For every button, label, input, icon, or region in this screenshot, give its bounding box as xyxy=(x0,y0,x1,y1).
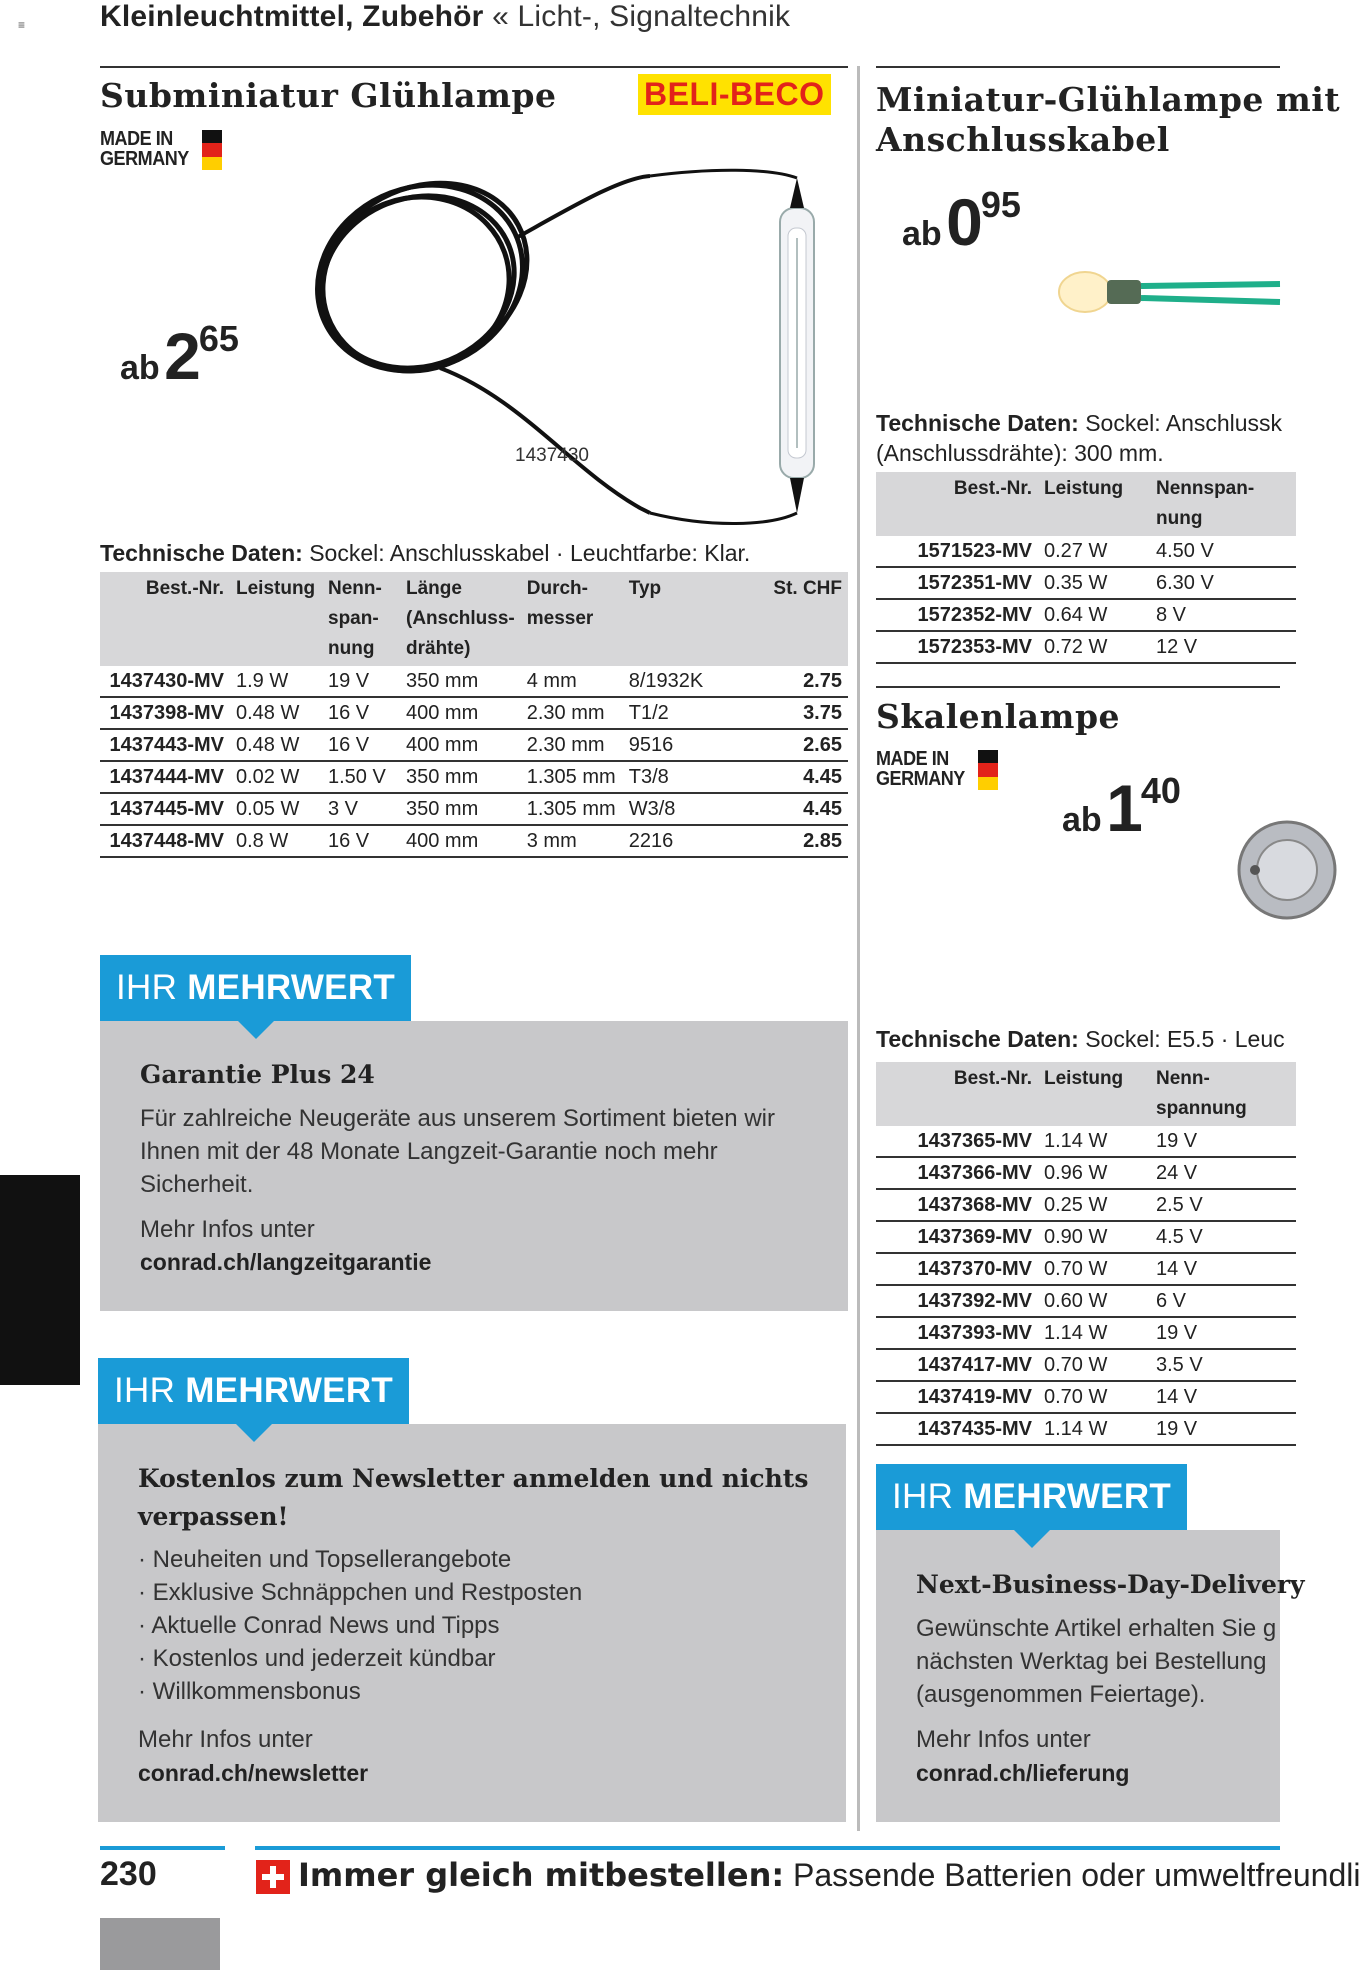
list-item: · Exklusive Schnäppchen und Restposten xyxy=(138,1579,583,1606)
price: ab 140 xyxy=(1062,770,1181,845)
mehrwert-more: Mehr Infos unter xyxy=(140,1216,315,1243)
list-item: · Willkommensbonus xyxy=(138,1678,361,1705)
table-row: 1572353-MV 0.72 W 12 V xyxy=(876,631,1296,663)
col-header: Leistung xyxy=(230,572,322,666)
price xyxy=(120,318,239,394)
col-header: Durch-messer xyxy=(521,572,623,666)
mehrwert-bullets xyxy=(138,1543,582,1708)
col-header: St. CHF xyxy=(745,572,848,666)
product-title: Skalenlampe xyxy=(876,697,1121,736)
image-label: 1437430 xyxy=(515,445,589,466)
table-row: 1437398-MV 0.48 W 16 V 400 mm 2.30 mm T1/2 3.75 xyxy=(100,697,848,729)
price-cents: 65 xyxy=(198,318,239,359)
section-rule xyxy=(876,66,1280,68)
table-row: 1437393-MV 1.14 W 19 V xyxy=(876,1317,1296,1349)
footer-page-tab xyxy=(100,1918,220,1970)
mehrwert-more: Mehr Infos unter xyxy=(916,1726,1091,1753)
product-image-miniatur xyxy=(1055,262,1280,322)
menu-icon[interactable]: ≡ xyxy=(18,18,26,32)
col-header: Länge (Anschluss-drähte) xyxy=(400,572,521,666)
tech-data xyxy=(100,540,750,567)
table-row: 1437435-MV 1.14 W 19 V xyxy=(876,1413,1296,1445)
product-title: Miniatur-Glühlampe mit Anschlusskabel xyxy=(876,80,1341,159)
list-item: · Aktuelle Conrad News und Tipps xyxy=(138,1612,500,1639)
table-row: 1572351-MV 0.35 W 6.30 V xyxy=(876,567,1296,599)
table-row: 1437444-MV 0.02 W 1.50 V 350 mm 1.305 mm T3/8 4.45 xyxy=(100,761,848,793)
breadcrumb[interactable]: « Licht-, Signaltechnik xyxy=(492,0,791,33)
section-rule xyxy=(876,686,1280,688)
spec-table-skalenlampe: Best.-Nr. Leistung Nenn-spannung 1437365-MV 1.14 W 19 V 1437366-MV 0.96 W 24 V 1437368-MV 0.25 W 2.5 V 1437369-MV 0.90 W 4.5 V 1437370-MV 0.70 W 14 V 1437392-MV 0.60 W 6 V 1437393-MV 1.14 W 19 V 1437417-MV 0.70 W 3.5 V 1437419-MV 0.70 W 14 V 1437435-MV 1.14 W 19 V xyxy=(876,1062,1296,1446)
product-title: Subminiatur Glühlampe xyxy=(100,76,557,115)
product-image-lamp xyxy=(290,168,850,538)
mehrwert-link[interactable]: conrad.ch/lieferung xyxy=(916,1760,1130,1786)
tech-text: Sockel: Anschlusskabel · Leuchtfarbe: Klar. xyxy=(309,540,751,566)
side-tab-marker xyxy=(0,1175,80,1385)
col-header: Nenn-span-nung xyxy=(322,572,400,666)
mehrwert-more: Mehr Infos unter xyxy=(138,1726,313,1753)
list-item: · Neuheiten und Topsellerangebote xyxy=(138,1546,512,1573)
table-row: 1437368-MV 0.25 W 2.5 V xyxy=(876,1189,1296,1221)
spec-table-miniatur: Best.-Nr. Leistung Nennspan-nung 1571523-MV 0.27 W 4.50 V 1572351-MV 0.35 W 6.30 V 1572352-MV 0.64 W 8 V 1572353-MV 0.72 W 12 V xyxy=(876,472,1296,664)
tech-label: Technische Daten: xyxy=(100,540,303,566)
price: ab 095 xyxy=(902,184,1021,259)
mehrwert-tab: IHR MEHRWERT xyxy=(100,955,411,1021)
mehrwert-link[interactable]: conrad.ch/newsletter xyxy=(138,1760,369,1786)
spec-table-subminiatur xyxy=(100,572,848,858)
footer-accent-rule xyxy=(100,1846,225,1850)
brand-badge: BELI-BECO xyxy=(638,74,831,115)
footer-accent-rule xyxy=(255,1846,1280,1850)
tech-data: Technische Daten: Sockel: E5.5 · Leuc xyxy=(876,1026,1285,1052)
table-row: 1437443-MV 0.48 W 16 V 400 mm 2.30 mm 9516 2.65 xyxy=(100,729,848,761)
table-row: 1437445-MV 0.05 W 3 V 350 mm 1.305 mm W3/8 4.45 xyxy=(100,793,848,825)
section-title: Kleinleuchtmittel, Zubehör xyxy=(100,0,484,33)
col-header: Best.-Nr. xyxy=(100,572,230,666)
footer-promo: Immer gleich mitbestellen: Passende Batterien oder umweltfreundli xyxy=(298,1856,1360,1894)
tech-data: Technische Daten: Sockel: Anschlussk (Anschlussdrähte): 300 mm. xyxy=(876,410,1283,466)
section-rule xyxy=(100,66,848,68)
table-row: 1437369-MV 0.90 W 4.5 V xyxy=(876,1221,1296,1253)
table-row: 1437430-MV 1.9 W 19 V 350 mm 4 mm 8/1932K 2.75 xyxy=(100,666,848,697)
tab-notch xyxy=(1014,1530,1050,1548)
mehrwert-body: Für zahlreiche Neugeräte aus unserem Sortiment bieten wir Ihnen mit der 48 Monate Langzeit-Garantie noch mehr Sicherheit. xyxy=(140,1105,775,1198)
cable-coil-icon xyxy=(286,148,559,405)
price-prefix: ab xyxy=(120,349,160,387)
swiss-cross-icon xyxy=(256,1860,290,1894)
product-image-skalenlampe xyxy=(1225,810,1280,930)
table-row: 1437370-MV 0.70 W 14 V xyxy=(876,1253,1296,1285)
made-in-germany: MADE IN GERMANY xyxy=(876,748,965,790)
germany-flag-icon xyxy=(202,130,222,170)
glass-tube-icon xyxy=(780,178,814,513)
mehrwert-tab: IHR MEHRWERT xyxy=(98,1358,409,1424)
col-header: Typ xyxy=(623,572,745,666)
mehrwert-link[interactable]: conrad.ch/langzeitgarantie xyxy=(140,1249,432,1275)
list-item: · Kostenlos und jederzeit kündbar xyxy=(138,1645,496,1672)
table-row: 1437365-MV 1.14 W 19 V xyxy=(876,1126,1296,1157)
mehrwert-heading: Garantie Plus 24 xyxy=(140,1060,375,1089)
table-row: 1437366-MV 0.96 W 24 V xyxy=(876,1157,1296,1189)
mehrwert-tab: IHR MEHRWERT xyxy=(876,1464,1187,1530)
tab-notch xyxy=(238,1021,274,1039)
table-row: 1571523-MV 0.27 W 4.50 V xyxy=(876,536,1296,567)
table-row: 1572352-MV 0.64 W 8 V xyxy=(876,599,1296,631)
table-row: 1437392-MV 0.60 W 6 V xyxy=(876,1285,1296,1317)
table-row: 1437448-MV 0.8 W 16 V 400 mm 3 mm 2216 2.85 xyxy=(100,825,848,857)
germany-flag-icon xyxy=(978,750,998,790)
page-header xyxy=(100,0,790,34)
table-row: 1437419-MV 0.70 W 14 V xyxy=(876,1381,1296,1413)
mehrwert-body: Gewünschte Artikel erhalten Sie g nächsten Werktag bei Bestellung (ausgenommen Feiertage). xyxy=(916,1615,1277,1708)
column-divider xyxy=(857,66,860,1831)
tab-notch xyxy=(236,1424,272,1442)
made-in-line1: MADE IN xyxy=(100,128,173,150)
table-row: 1437417-MV 0.70 W 3.5 V xyxy=(876,1349,1296,1381)
made-in-line2: GERMANY xyxy=(100,148,189,170)
price-main: 2 xyxy=(164,319,199,393)
mehrwert-heading: Next-Business-Day-Delivery xyxy=(916,1570,1305,1599)
made-in-germany xyxy=(100,129,189,169)
mehrwert-heading: Kostenlos zum Newsletter anmelden und nichts verpassen! xyxy=(138,1464,809,1531)
page-number: 230 xyxy=(100,1855,157,1893)
